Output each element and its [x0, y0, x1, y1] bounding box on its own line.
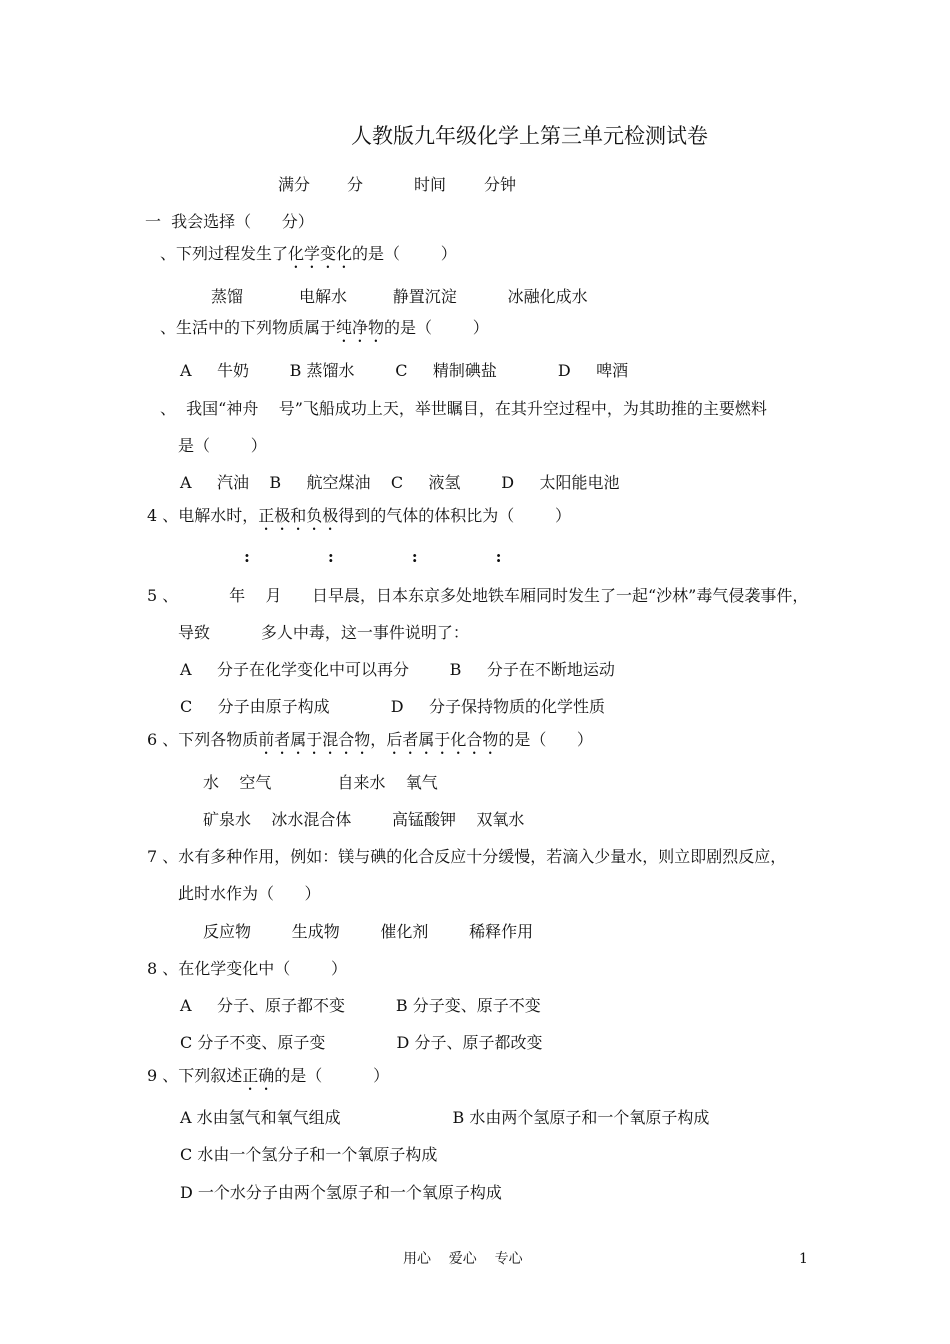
- question-5-options-ab: A 分子在化学变化中可以再分 B 分子在不断地运动: [180, 660, 615, 679]
- question-2: 、生活中的下列物质属于纯净物的是（ ）: [160, 318, 489, 337]
- score-unit: 分: [347, 175, 364, 194]
- question-2-options: A 牛奶 B 蒸馏水 C 精制碘盐 D 啤酒: [180, 361, 629, 380]
- question-3-line2: 是（ ）: [178, 436, 267, 455]
- question-4-options: : : : :: [244, 547, 502, 566]
- question-6: 6 、下列各物质前者属于混合物，后者属于化合物的是（ ）: [147, 730, 593, 749]
- question-6-options-2: 矿泉水 冰水混合体 高锰酸钾 双氧水: [203, 810, 525, 829]
- question-7-line2: 此时水作为（ ）: [178, 884, 321, 903]
- time-label: 时间: [414, 175, 447, 194]
- question-7-options: 反应物 生成物 催化剂 稀释作用: [203, 922, 534, 941]
- question-7-line1: 7 、水有多种作用，例如：镁与碘的化合反应十分缓慢，若滴入少量水，则立即剧烈反应，: [147, 847, 787, 866]
- question-6-options-1: 水 空气 自来水 氧气: [203, 773, 438, 792]
- question-5-line2: 导致 多人中毒，这一事件说明了：: [178, 623, 469, 642]
- time-unit: 分钟: [484, 175, 517, 194]
- question-9: 9 、下列叙述正确的是（ ）: [147, 1066, 390, 1085]
- question-1-options: 蒸馏 电解水 静置沉淀 冰融化成水: [211, 287, 588, 306]
- question-3-options: A 汽油 B 航空煤油 C 液氢 D 太阳能电池: [180, 473, 620, 492]
- question-8-options-cd: C 分子不变、原子变 D 分子、原子都改变: [180, 1033, 543, 1052]
- question-1: 、下列过程发生了化学变化的是（ ）: [160, 244, 457, 263]
- question-9-options-ab: A 水由氢气和氧气组成 B 水由两个氢原子和一个氧原子构成: [180, 1108, 710, 1127]
- page-title: 人教版九年级化学上第三单元检测试卷: [351, 124, 708, 148]
- question-9-option-c: C 水由一个氢分子和一个氧原子构成: [180, 1145, 438, 1164]
- question-5-options-cd: C 分子由原子构成 D 分子保持物质的化学性质: [180, 697, 605, 716]
- question-9-option-d: D 一个水分子由两个氢原子和一个氧原子构成: [180, 1183, 502, 1202]
- question-8-options-ab: A 分子、原子都不变 B 分子变、原子不变: [180, 996, 541, 1015]
- score-label: 满分: [278, 175, 311, 194]
- page-number: 1: [799, 1251, 808, 1267]
- section-heading: 一 我会选择（ 分）: [145, 212, 314, 231]
- footer-motto: 用心 爱心 专心: [403, 1251, 523, 1267]
- question-5-line1: 5 、 年 月 日早晨，日本东京多处地铁车厢同时发生了一起“沙林”毒气侵袭事件，: [147, 586, 809, 605]
- question-3-line1: 、 我国“神舟 号”飞船成功上天，举世瞩目，在其升空过程中，为其助推的主要燃料: [160, 399, 767, 418]
- question-4: 4 、电解水时，正极和负极得到的气体的体积比为（ ）: [147, 506, 571, 525]
- question-8: 8 、在化学变化中（ ）: [147, 959, 347, 978]
